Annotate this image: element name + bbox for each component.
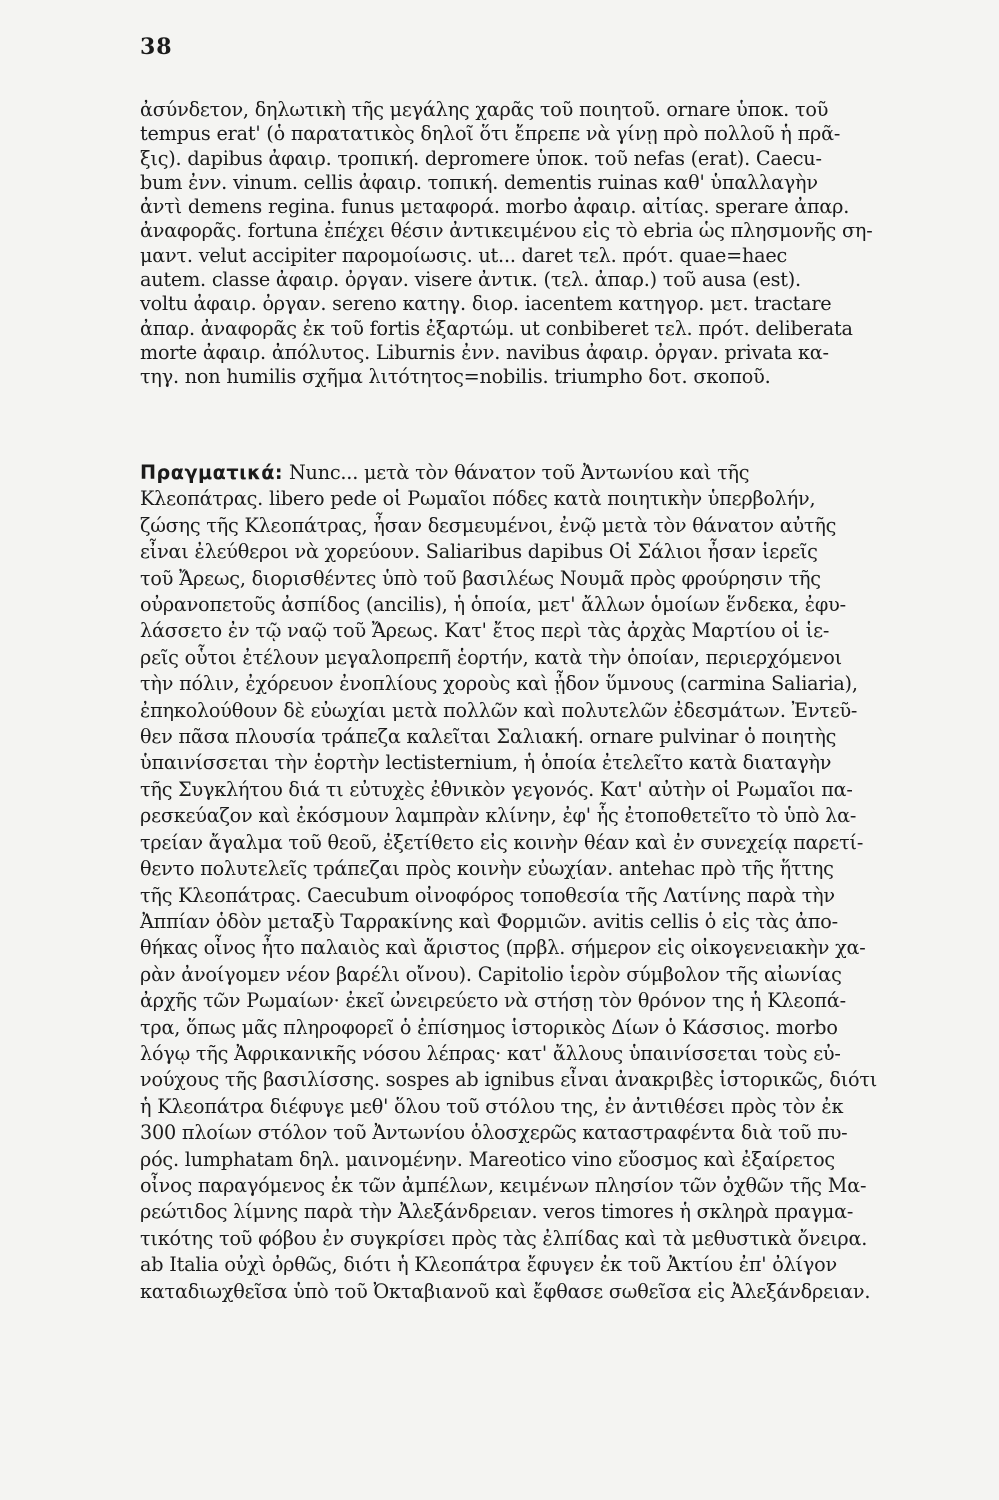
notes-line: μαντ. velut accipiter παρομοίωσις. ut... daret τελ. πρότ. quae=haec <box>140 243 788 267</box>
commentary-line: καταδιωχθεῖσα ὑπὸ τοῦ Ὀκταβιανοῦ καὶ ἔφθασε σωθεῖσα εἰς Ἀλεξάνδρειαν. <box>140 1279 871 1303</box>
notes-line: voltu ἀφαιρ. ὀργαν. sereno κατηγ. διορ. iacentem κατηγορ. μετ. tractare <box>140 292 832 316</box>
commentary-line: νούχους τῆς βασιλίσσης. sospes ab ignibus εἶναι ἀνακριβὲς ἱστορικῶς, διότι <box>140 1068 878 1092</box>
commentary-line: τικότης τοῦ φόβου ἐν συγκρίσει πρὸς τὰς ἐλπίδας καὶ τὰ μεθυστικὰ ὄνειρα. <box>140 1226 868 1250</box>
notes-line: ξις). dapibus ἀφαιρ. τροπική. depromere ὑποκ. τοῦ nefas (erat). Caecu- <box>140 146 822 170</box>
commentary-line: Ἀππίαν ὁδὸν μεταξὺ Ταρρακίνης καὶ Φορμιῶν. avitis cellis ὁ εἰς τὰς ἀπο- <box>140 909 838 933</box>
commentary-line: λόγῳ τῆς Ἀφρικανικῆς νόσου λέπρας· κατ' ἄλλους ὑπαινίσσεται τοὺς εὐ- <box>140 1041 841 1065</box>
factual-commentary <box>140 460 975 1305</box>
commentary-line: ρός. lumphatam δηλ. μαινομένην. Mareotico vino εὔοσμος καὶ ἐξαίρετος <box>140 1147 835 1171</box>
commentary-line: θεντο πολυτελεῖς τράπεζαι πρὸς κοινὴν εὐωχίαν. antehac πρὸ τῆς ἥττης <box>140 857 834 881</box>
commentary-line: θήκας οἶνος ἦτο παλαιὸς καὶ ἄριστος (πρβλ. σήμερον εἰς οἰκογενειακὴν χα- <box>140 936 866 960</box>
commentary-line: οὐρανοπετοῦς ἀσπίδος (ancilis), ἡ ὁποία, μετ' ἄλλων ὁμοίων ἕνδεκα, ἐφυ- <box>140 593 846 617</box>
commentary-line: τῆς Κλεοπάτρας. Caecubum οἰνοφόρος τοποθεσία τῆς Λατίνης παρὰ τὴν <box>140 883 835 907</box>
commentary-line: τρα, ὅπως μᾶς πληροφορεῖ ὁ ἐπίσημος ἱστορικὸς Δίων ὁ Κάσσιος. morbo <box>140 1015 838 1039</box>
notes-line: morte ἀφαιρ. ἀπόλυτος. Liburnis ἐνν. navibus ἀφαιρ. ὀργαν. privata κα- <box>140 340 829 364</box>
commentary-line: τρείαν ἄγαλμα τοῦ θεοῦ, ἐξετίθετο εἰς κοινὴν θέαν καὶ ἐν συνεχείᾳ παρετί- <box>140 830 864 854</box>
commentary-line: θεν πᾶσα πλουσία τράπεζα καλεῖται Σαλιακή. ornare pulvinar ὁ ποιητὴς <box>140 725 837 749</box>
commentary-line: ὑπαινίσσεται τὴν ἑορτὴν lectisternium, ἡ ὁποία ἐτελεῖτο κατὰ διαταγὴν <box>140 751 832 775</box>
commentary-line: Κλεοπάτρας. libero pede οἱ Ρωμαῖοι πόδες κατὰ ποιητικὴν ὑπερβολήν, <box>140 487 816 511</box>
commentary-line: τὴν πόλιν, ἐχόρευον ἐνοπλίους χοροὺς καὶ ᾖδον ὕμνους (carmina Saliaria), <box>140 672 858 696</box>
page-number: 38 <box>140 34 173 60</box>
grammatical-notes <box>140 98 975 390</box>
notes-line: τηγ. non humilis σχῆμα λιτότητος=nobilis. triumpho δοτ. σκοποῦ. <box>140 365 771 389</box>
commentary-line: λάσσετο ἐν τῷ ναῷ τοῦ Ἄρεως. Κατ' ἔτος περὶ τὰς ἀρχὰς Μαρτίου οἱ ἱε- <box>140 619 830 643</box>
notes-line: ἀντὶ demens regina. funus μεταφορά. morbo ἀφαιρ. αἰτίας. sperare ἀπαρ. <box>140 195 850 219</box>
commentary-line: ρὰν ἀνοίγομεν νέον βαρέλι οἴνου). Capitolio ἱερὸν σύμβολον τῆς αἰωνίας <box>140 962 842 986</box>
commentary-line: εἶναι ἐλεύθεροι νὰ χορεύουν. Saliaribus dapibus Οἱ Σάλιοι ἦσαν ἱερεῖς <box>140 540 818 564</box>
notes-line: ἀσύνδετον, δηλωτικὴ τῆς μεγάλης χαρᾶς τοῦ ποιητοῦ. ornare ὑποκ. τοῦ <box>140 98 829 121</box>
commentary-line: ἐπηκολούθουν δὲ εὐωχίαι μετὰ πολλῶν καὶ πολυτελῶν ἐδεσμάτων. Ἐντεῦ- <box>140 698 858 722</box>
section-heading: Πραγματικά: <box>140 461 284 484</box>
commentary-line: οἶνος παραγόμενος ἐκ τῶν ἀμπέλων, κειμένων πλησίον τῶν ὀχθῶν τῆς Μα- <box>140 1173 867 1197</box>
notes-line: ἀπαρ. ἀναφορᾶς ἐκ τοῦ fortis ἐξαρτώμ. ut conbiberet τελ. πρότ. deliberata <box>140 316 853 340</box>
notes-line: ἀναφορᾶς. fortuna ἐπέχει θέσιν ἀντικειμένου εἰς τὸ ebria ὡς πλησμονῆς ση- <box>140 219 873 243</box>
commentary-line: ζώσης τῆς Κλεοπάτρας, ἦσαν δεσμευμένοι, ἐνῷ μετὰ τὸν θάνατον αὐτῆς <box>140 513 837 537</box>
commentary-line: ρεῖς οὗτοι ἐτέλουν μεγαλοπρεπῆ ἑορτήν, κατὰ τὴν ὁποίαν, περιερχόμενοι <box>140 645 842 669</box>
notes-line: tempus erat' (ὁ παρατατικὸς δηλοῖ ὅτι ἔπρεπε νὰ γίνῃ πρὸ πολλοῦ ἡ πρᾶ- <box>140 122 841 146</box>
commentary-line: τοῦ Ἄρεως, διορισθέντες ὑπὸ τοῦ βασιλέως Νουμᾶ πρὸς φρούρησιν τῆς <box>140 566 821 590</box>
commentary-line: ab Italia οὐχὶ ὀρθῶς, διότι ἡ Κλεοπάτρα ἔφυγεν ἐκ τοῦ Ἀκτίου ἐπ' ὀλίγον <box>140 1253 837 1277</box>
commentary-line: ρεώτιδος λίμνης παρὰ τὴν Ἀλεξάνδρειαν. veros timores ἡ σκληρὰ πραγμα- <box>140 1200 854 1224</box>
commentary-line: ἡ Κλεοπάτρα διέφυγε μεθ' ὅλου τοῦ στόλου της, ἐν ἀντιθέσει πρὸς τὸν ἐκ <box>140 1094 844 1118</box>
commentary-first-line <box>140 460 975 486</box>
commentary-line: ρεσκεύαζον καὶ ἐκόσμουν λαμπρὰν κλίνην, ἐφ' ἧς ἐτοποθετεῖτο τὸ ὑπὸ λα- <box>140 804 857 828</box>
commentary-line: 300 πλοίων στόλον τοῦ Ἀντωνίου ὁλοσχερῶς καταστραφέντα διὰ τοῦ πυ- <box>140 1121 848 1145</box>
commentary-line: ἀρχῆς τῶν Ρωμαίων· ἐκεῖ ὠνειρεύετο νὰ στήσῃ τὸν θρόνον της ἡ Κλεοπά- <box>140 989 846 1013</box>
commentary-line-text: Nunc... μετὰ τὸν θάνατον τοῦ Ἀντωνίου καὶ τῆς <box>283 461 750 484</box>
notes-line: bum ἐνν. vinum. cellis ἀφαιρ. τοπική. dementis ruinas καθ' ὑπαλλαγὴν <box>140 170 818 194</box>
commentary-line: τῆς Συγκλήτου διά τι εὐτυχὲς ἐθνικὸν γεγονός. Κατ' αὐτὴν οἱ Ρωμαῖοι πα- <box>140 777 853 801</box>
notes-line: autem. classe ἀφαιρ. ὀργαν. visere ἀντικ. (τελ. ἀπαρ.) τοῦ ausa (est). <box>140 268 801 292</box>
